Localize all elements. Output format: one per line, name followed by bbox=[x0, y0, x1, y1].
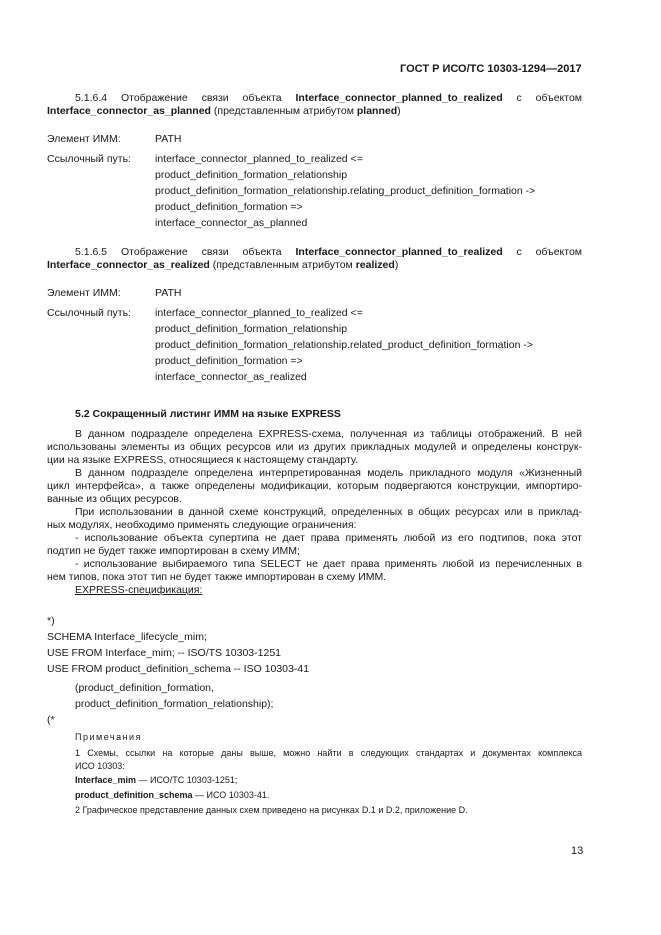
mapping2-element-value: PATH bbox=[155, 287, 182, 299]
mapping1-ref-line: interface_connector_planned_to_realized <= bbox=[155, 153, 363, 165]
mapping2-ref-label: Ссылочный путь: bbox=[47, 307, 131, 319]
code-line: *) bbox=[47, 615, 55, 627]
code-line: (product_definition_formation, bbox=[75, 682, 214, 694]
mapping2-ref-line: product_definition_formation_relationship.related_product_definition_formation -> bbox=[155, 339, 533, 351]
note-line: 1 Схемы, ссылки на которые даны выше, можно найти в следующих стандартах и документах комплекса bbox=[75, 748, 582, 758]
mapping1-ref-line: product_definition_formation => bbox=[155, 201, 303, 213]
paragraph-line: использованы элементы из общих ресурсов или из других прикладных модулей и определены конструк- bbox=[47, 441, 582, 453]
mapping2-entity: Interface_connector_planned_to_realized bbox=[295, 246, 503, 258]
mapping2-element-label: Элемент ИММ: bbox=[47, 287, 121, 299]
mapping1-target: Interface_connector_as_planned bbox=[47, 105, 211, 117]
note-reference bbox=[75, 775, 237, 785]
paragraph-line: цикл интерфейса», а также определены модификации, которым подвергаются конструкции, импортиро- bbox=[47, 480, 582, 492]
note-line: ИСО 10303: bbox=[75, 761, 125, 771]
note-ref-name: product_definition_schema bbox=[75, 790, 193, 800]
mapping1-title-line1 bbox=[75, 92, 582, 105]
note-reference bbox=[75, 790, 269, 800]
mapping1-close: ) bbox=[397, 105, 401, 117]
mapping1-element-value: PATH bbox=[155, 133, 182, 145]
paragraph-line: ных модулях, необходимо применять следующие ограничения: bbox=[47, 519, 357, 531]
restriction-item: - использование выбираемого типа SELECT не дает права применять любой из перечисленных в bbox=[75, 558, 582, 570]
paragraph-line: В данном подразделе определена EXPRESS-схема, полученная из таблицы отображений. В ней bbox=[75, 428, 582, 440]
code-line: USE FROM Interface_mim; -- ISO/TS 10303-1251 bbox=[47, 647, 281, 659]
paragraph-line: При использовании в данной схеме конструкций, определенных в общих ресурсах или в приклад- bbox=[75, 506, 582, 518]
note-ref-doc: — ИСО/ТС 10303-1251; bbox=[136, 775, 238, 785]
mapping1-title-line2 bbox=[47, 105, 401, 118]
mapping1-element-label: Элемент ИММ: bbox=[47, 133, 121, 145]
mapping2-lead: 5.1.6.5 Отображение связи объекта bbox=[75, 246, 282, 258]
mapping2-ref-line: product_definition_formation => bbox=[155, 355, 303, 367]
mapping1-attr: planned bbox=[356, 105, 398, 117]
mapping2-target: Interface_connector_as_realized bbox=[47, 259, 210, 271]
code-line: SCHEMA Interface_lifecycle_mim; bbox=[47, 631, 207, 643]
note-ref-doc: — ИСО 10303-41. bbox=[192, 790, 270, 800]
mapping1-ref-label: Ссылочный путь: bbox=[47, 153, 131, 165]
mapping2-suffix: (представленным атрибутом bbox=[212, 259, 353, 271]
mapping2-attr: realized bbox=[355, 259, 395, 271]
page-number: 13 bbox=[571, 845, 584, 857]
document-header: ГОСТ Р ИСО/ТС 10303-1294—2017 bbox=[400, 63, 582, 75]
express-spec-label: EXPRESS-спецификация: bbox=[75, 584, 203, 596]
mapping2-ref-line: product_definition_formation_relationship bbox=[155, 323, 348, 335]
note-line: 2 Графическое представление данных схем приведено на рисунках D.1 и D.2, приложение D. bbox=[75, 805, 468, 815]
mapping2-title-line1 bbox=[75, 246, 582, 259]
mapping1-ref-line: product_definition_formation_relationship bbox=[155, 169, 348, 181]
mapping1-with: с объектом bbox=[516, 92, 582, 104]
paragraph-line: ванные из общих ресурсов. bbox=[47, 493, 182, 505]
mapping2-title-line2 bbox=[47, 259, 398, 272]
code-line: USE FROM product_definition_schema -- ISO 10303-41 bbox=[47, 663, 310, 675]
notes-title: Примечания bbox=[75, 732, 142, 742]
section-heading: 5.2 Сокращенный листинг ИММ на языке EXPRESS bbox=[75, 408, 341, 420]
mapping2-ref-line: interface_connector_as_realized bbox=[155, 371, 307, 383]
note-ref-name: Interface_mim bbox=[75, 775, 137, 785]
mapping1-ref-line: interface_connector_as_planned bbox=[155, 217, 308, 229]
mapping2-with: с объектом bbox=[516, 246, 582, 258]
mapping2-ref-line: interface_connector_planned_to_realized <= bbox=[155, 307, 363, 319]
mapping1-ref-line: product_definition_formation_relationship.relating_product_definition_formation -> bbox=[155, 185, 536, 197]
restriction-item: - использование объекта супертипа не дает права применять любой из его подтипов, пока этот bbox=[75, 532, 582, 544]
code-line: product_definition_formation_relationship); bbox=[75, 698, 274, 710]
mapping1-lead: 5.1.6.4 Отображение связи объекта bbox=[75, 92, 282, 104]
paragraph-line: В данном подразделе определена интерпретированная модель прикладного модуля «Жизненный bbox=[75, 467, 582, 479]
mapping2-close: ) bbox=[394, 259, 399, 271]
mapping1-suffix: (представленным атрибутом bbox=[213, 105, 354, 117]
restriction-item: нем типов, пока этот тип не будет также импортирован в схему ИММ. bbox=[47, 571, 387, 583]
mapping1-entity: Interface_connector_planned_to_realized bbox=[295, 92, 503, 104]
code-line: (* bbox=[47, 714, 55, 726]
paragraph-line: ции на языке EXPRESS, относящиеся к настоящему стандарту. bbox=[47, 454, 359, 466]
restriction-item: подтип не будет также импортирован в схему ИММ; bbox=[47, 545, 300, 557]
